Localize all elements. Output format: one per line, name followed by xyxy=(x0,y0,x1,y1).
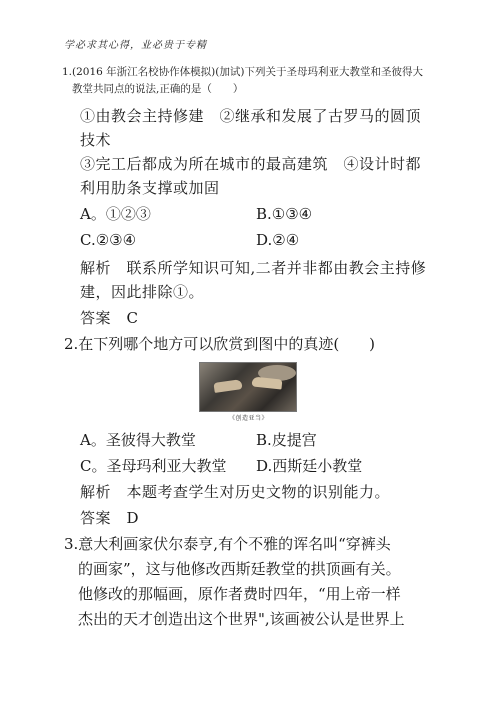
question-1-item-1 xyxy=(80,104,440,152)
question-1-item-2 xyxy=(80,152,440,200)
question-1-options-row-1 xyxy=(80,202,313,226)
question-1-item-1-line-1: ①由教会主持修建 ②继承和发展了古罗马的圆顶 xyxy=(80,107,422,125)
question-1-stem-line-1: 1.(2016 年浙江名校协作体模拟)(加试)下列关于圣母玛利亚大教堂和圣彼得大 xyxy=(62,66,423,78)
question-2-analysis: 解析 本题考查学生对历史文物的识别能力。 xyxy=(80,483,391,501)
figure-hand-left xyxy=(213,379,242,393)
question-1-answer: 答案 C xyxy=(80,309,139,327)
question-2-option-a: A。圣彼得大教堂 xyxy=(80,431,196,449)
question-1-stem xyxy=(62,64,442,98)
question-2-answer: 答案 D xyxy=(80,509,140,527)
question-1-analysis-line-1: 解析 联系所学知识可知,二者并非都由教会主持修 xyxy=(80,259,427,277)
question-1-stem-line-2: 教堂共同点的说法,正确的是（ ） xyxy=(72,83,244,95)
question-3-line-3: 他修改的那幅画，原作者费时四年，“用上帝一样 xyxy=(78,585,401,603)
question-1-option-a: A。①②③ xyxy=(80,205,151,223)
question-3-line-2: 的画家”，这与他修改西斯廷教堂的拱顶画有关。 xyxy=(78,560,401,578)
question-1-item-1-line-2: 技术 xyxy=(80,131,112,149)
question-2-option-d: D.西斯廷小教堂 xyxy=(256,457,363,475)
question-2-option-c: C。圣母玛利亚大教堂 xyxy=(80,457,227,475)
question-1-option-c: C.②③④ xyxy=(80,231,137,249)
question-3-stem xyxy=(64,532,434,632)
question-2-stem: 2.在下列哪个地方可以欣赏到图中的真迹( ) xyxy=(64,335,376,353)
question-1-option-b: B.①③④ xyxy=(256,205,313,223)
question-1-options-row-2 xyxy=(80,228,300,252)
question-1-item-2-line-2: 利用肋条支撑或加固 xyxy=(80,179,220,197)
question-2-options-row-2 xyxy=(80,454,363,478)
question-1-analysis xyxy=(80,256,440,304)
question-2-options-row-1 xyxy=(80,428,317,452)
question-3-line-1: 3.意大利画家伏尔泰亨,有个不雅的诨名叫“穿裤头 xyxy=(64,535,391,553)
question-3-line-4: 杰出的天才创造出这个世界",该画被公认是世界上 xyxy=(78,610,405,628)
figure-caption: 《创造亚当》 xyxy=(229,415,269,422)
figure-hand-right xyxy=(252,376,283,389)
question-1-analysis-line-2: 建，因此排除①。 xyxy=(80,283,205,301)
page-header-motto: 学必求其心得，业必贵于专精 xyxy=(64,40,207,51)
question-1-item-2-line-1: ③完工后都成为所在城市的最高建筑 ④设计时都 xyxy=(80,155,422,173)
creation-of-adam-image xyxy=(199,362,297,412)
question-1-option-d: D.②④ xyxy=(256,231,300,249)
question-2-option-b: B.皮提宫 xyxy=(256,431,317,449)
